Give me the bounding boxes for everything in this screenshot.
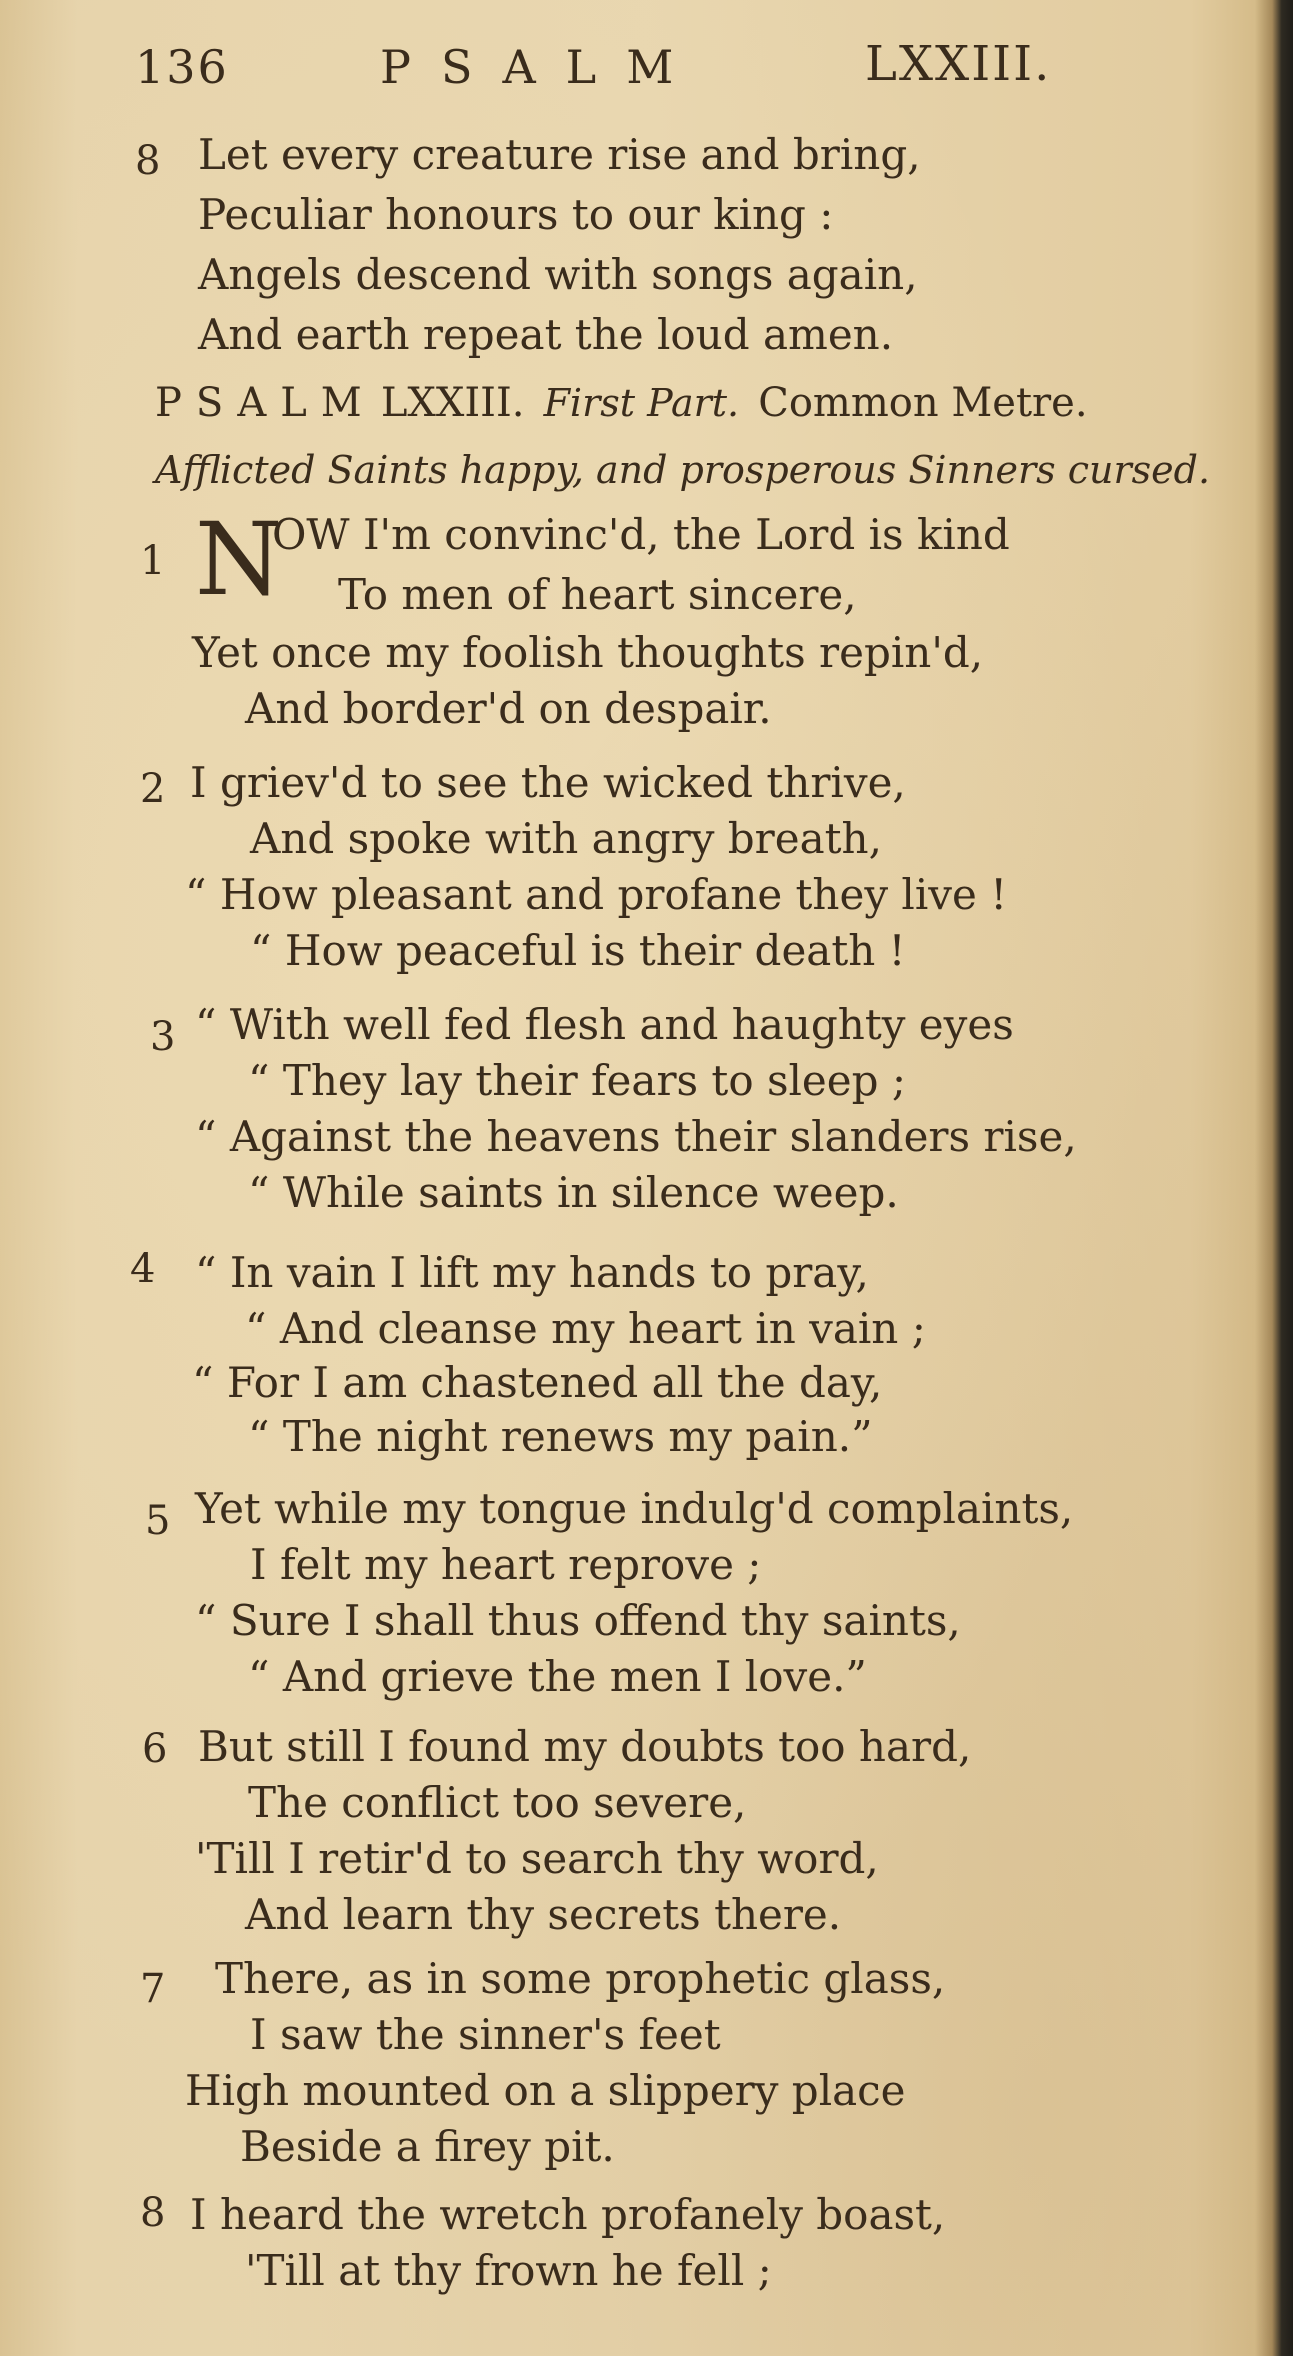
drop-cap: N [195,501,283,618]
verse-line: I griev'd to see the wicked thrive, [190,758,906,807]
verse-number: 2 [140,766,166,812]
verse-line: The conflict too severe, [248,1778,747,1827]
verse-line: I felt my heart reprove ; [250,1540,762,1589]
verse-line: Beside a firey pit. [240,2122,615,2171]
verse-line: “ How pleasant and profane they live ! [185,870,1008,919]
verse-number: 7 [140,1966,166,2012]
verse-line: OW I'm convinc'd, the Lord is kind [272,510,1010,559]
verse-line: “ And cleanse my heart in vain ; [245,1304,926,1353]
verse-line: High mounted on a slippery place [185,2066,906,2115]
verse-line: And spoke with angry breath, [250,814,882,863]
psalm-metre: Common Metre. [758,380,1088,426]
verse-line: “ For I am chastened all the day, [192,1358,883,1407]
verse-line: “ The night renews my pain.” [248,1412,873,1461]
verse-line: To men of heart sincere, [338,570,857,619]
psalm-number: LXXIII. [380,380,525,426]
verse-line: But still I found my doubts too hard, [198,1722,972,1771]
verse-line: There, as in some prophetic glass, [215,1954,946,2003]
verse-line: “ In vain I lift my hands to pray, [195,1248,869,1297]
running-title: PSALM [380,40,704,94]
psalm-word: PSALM [155,380,376,426]
verse-number: 8 [140,2190,166,2236]
book-gutter [1255,0,1293,2356]
psalm-subtitle: Afflicted Saints happy, and prosperous Sinners cursed. [155,448,1211,492]
verse-line: “ Against the heavens their slanders rise, [195,1112,1077,1161]
psalm-part: First Part. [543,381,740,425]
verse-number: 3 [150,1014,176,1060]
psalm-heading [155,380,1275,440]
verse-line: “ While saints in silence weep. [248,1168,899,1217]
verse-line: 'Till at thy frown he fell ; [245,2246,772,2295]
verse-number: 5 [145,1498,171,1544]
verse-line: Peculiar honours to our king : [198,190,834,239]
verse-line: “ They lay their fears to sleep ; [248,1056,907,1105]
verse-line: I saw the sinner's feet [250,2010,721,2059]
page-number: 136 [135,40,229,94]
verse-line: Let every creature rise and bring, [198,130,921,179]
verse-number: 1 [140,538,166,584]
verse-line: Yet while my tongue indulg'd complaints, [195,1484,1074,1533]
verse-number: 8 [135,138,161,184]
verse-line: 'Till I retir'd to search thy word, [195,1834,879,1883]
verse-line: And border'd on despair. [245,684,772,733]
verse-line: And learn thy secrets there. [245,1890,842,1939]
verse-line: “ And grieve the men I love.” [248,1652,867,1701]
verse-number: 6 [142,1726,168,1772]
verse-line: Angels descend with songs again, [198,250,918,299]
verse-line: Yet once my foolish thoughts repin'd, [192,628,984,677]
verse-line: “ How peaceful is their death ! [250,926,906,975]
verse-line: I heard the wretch profanely boast, [190,2190,946,2239]
verse-line: “ With well fed flesh and haughty eyes [195,1000,1014,1049]
running-numeral: LXXIII. [865,36,1052,92]
verse-line: “ Sure I shall thus offend thy saints, [195,1596,961,1645]
verse-line: And earth repeat the loud amen. [198,310,894,359]
running-header [135,36,1095,110]
verse-number: 4 [130,1246,156,1292]
